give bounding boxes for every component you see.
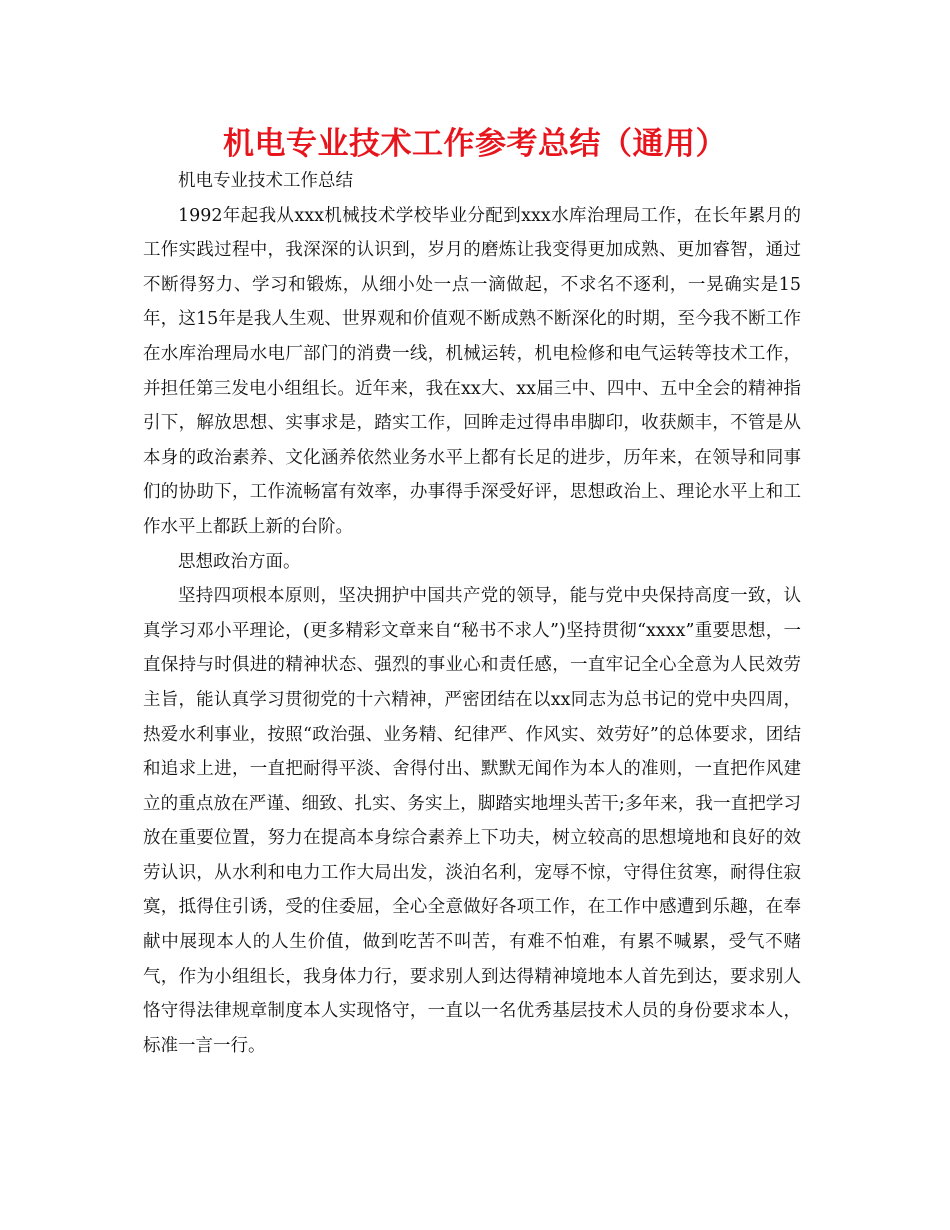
document-title: 机电专业技术工作参考总结（通用） [223,126,727,162]
subtitle-paragraph: 机电专业技术工作总结 [178,171,353,191]
body-paragraph: 坚持四项根本原则，坚决拥护中国共产党的领导，能与党中央保持高度一致，认真学习邓小平理论，(更多精彩文章来自“秘书不求人”)坚持贯彻“xxxx”重要思想，一直保持与时俱进的精神状态、强烈的事业心和责任感，一直牢记全心全意为人民效劳主旨，能认真学习贯彻党的十六精神，严密团结在以xx同志为总书记的党中央四周，热爱水利事业，按照“政治强、业务精、纪律严、作风实、效劳好”的总体要求，团结和追求上进，一直把耐得平淡、舍得付出、默默无闻作为本人的准则，一直把作风建立的重点放在严谨、细致、扎实、务实上，脚踏实地埋头苦干;多年来，我一直把学习放在重要位置，努力在提高本身综合素养上下功夫，树立较高的思想境地和良好的效劳认识，从水利和电力工作大局出发，淡泊名利，宠辱不惊，守得住贫寒，耐得住寂寞，抵得住引诱，受的住委屈，全心全意做好各项工作，在工作中感遭到乐趣，在奉献中展现本人的人生价值，做到吃苦不叫苦，有难不怕难，有累不喊累，受气不赌气，作为小组组长，我身体力行，要求别人到达得精神境地本人首先到达，要求别人恪守得法律规章制度本人实现恪守，一直以一名优秀基层技术人员的身份要求本人，标准一言一行。 [143,586,801,1056]
body-paragraph: 1992年起我从xxx机械技术学校毕业分配到xxx水库治理局工作，在长年累月的工作实践过程中，我深深的认识到，岁月的磨炼让我变得更加成熟、更加睿智，通过不断得努力、学习和锻炼，从细小处一点一滴做起，不求名不逐利，一晃确实是15年，这15年是我人生观、世界观和价值观不断成熟不断深化的时期，至今我不断工作在水库治理局水电厂部门的消费一线，机械运转，机电检修和电气运转等技术工作，并担任第三发电小组组长。近年来，我在xx大、xx届三中、四中、五中全会的精神指引下，解放思想、实事求是，踏实工作，回眸走过得串串脚印，收获颇丰，不管是从本身的政治素养、文化涵养依然业务水平上都有长足的进步，历年来，在领导和同事们的协助下，工作流畅富有效率，办事得手深受好评，思想政治上、理论水平上和工作水平上都跃上新的台阶。 [143,205,801,537]
section-heading-paragraph: 思想政治方面。 [178,551,301,572]
document-body [143,164,801,1063]
